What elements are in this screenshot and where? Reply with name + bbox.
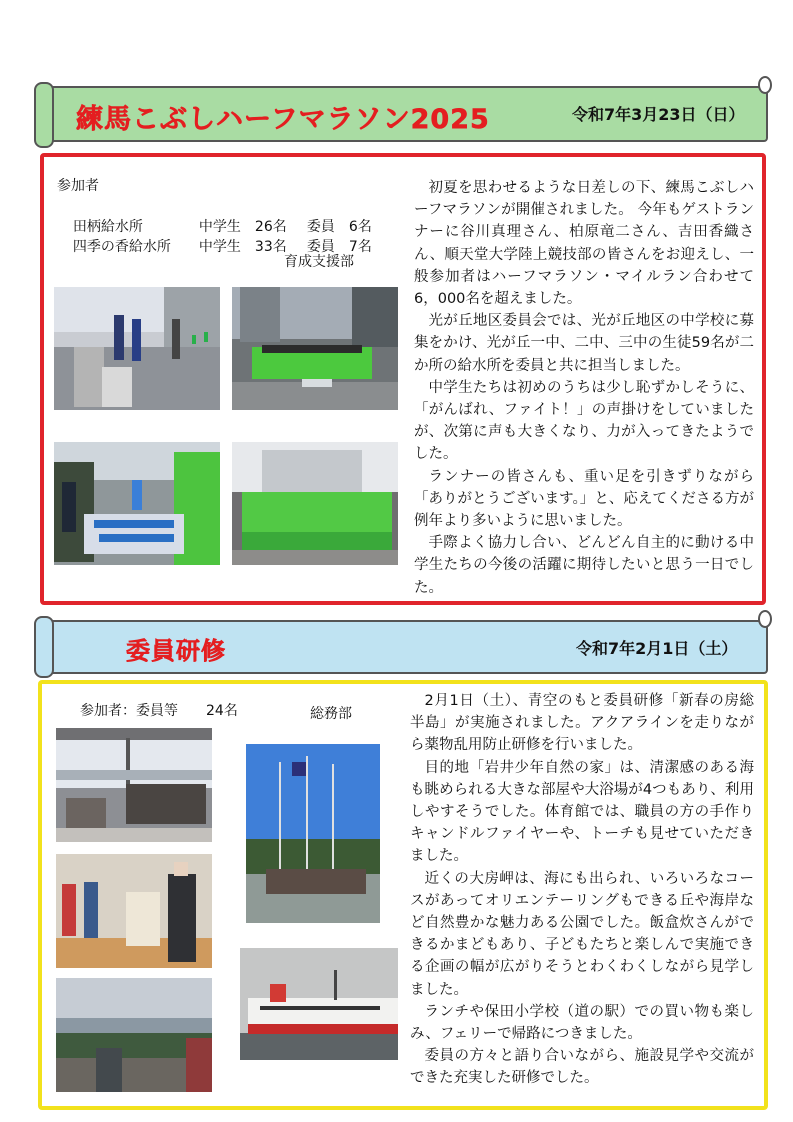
- banner-scroll-curl: [34, 82, 54, 148]
- member-count: 委員 7名: [306, 239, 372, 255]
- aid-station-name: 田柄給水所: [72, 219, 143, 235]
- marathon-paragraph: 中学生たちは初めのうちは少し恥ずかしそうに、「がんばれ、ファイト！」の声掛けをしていましたが、次第に声も大きくなり、力が入ってきたようでした。: [414, 379, 754, 463]
- flag-pole-group-photo: [246, 744, 380, 923]
- training-paragraph: 委員の方々と語り合いながら、施設見学や交流ができた充実した研修でした。: [410, 1048, 754, 1087]
- marathon-author: 育成支援部: [284, 254, 354, 270]
- marathon-paragraph: 手際よく協力し合い、どんどん自主的に動ける中学生たちの今後の活躍に期待したいと思う一日でした。: [414, 535, 754, 596]
- marathon-title: 練馬こぶしハーフマラソン2025: [76, 104, 490, 135]
- marathon-paragraph: 初夏を思わせるような日差しの下、練馬こぶしハーフマラソンが開催されました。 今年もゲストランナーに谷川真理さん、柏原竜二さん、吉田香織さん、順天堂大学陸上競技部の皆さんをお迎えし、一般参加者はハーフマラソン・マイルラン合わせて6，000名を超えました。: [414, 180, 754, 308]
- member-count: 委員 6名: [306, 219, 372, 235]
- marathon-banner: [42, 86, 768, 142]
- training-participants: 参加者：委員等 24名: [80, 703, 238, 719]
- training-paragraph: ランチや保田小学校（道の駅）での買い物も楽しみ、フェリーで帰路につきました。: [410, 1003, 754, 1043]
- marathon-article-text: [414, 177, 754, 599]
- training-paragraph: 2月1日（土）、青空のもと委員研修「新春の房総半島」が実施されました。アクアラインを走りながら薬物乱用防止研修を行いました。: [410, 693, 754, 754]
- marathon-participants-heading: 参加者: [57, 178, 99, 194]
- ferry-photo: [240, 948, 398, 1060]
- training-paragraph: 近くの大房岬は、海にも出られ、いろいろなコースがあってオリエンテーリングもできる丘や海岸など自然豊かな魅力ある公園でした。飯盒炊さんができるかまどもあり、子どもたちと楽しんで実施できる企画の幅が広がりそうとわくわくしながら見学しました。: [410, 870, 754, 998]
- runners-on-course-photo: [54, 287, 220, 410]
- gym-candle-demo-photo: [56, 854, 212, 968]
- marathon-date: 令和7年3月23日（日）: [572, 105, 745, 124]
- banner-scroll-curl: [34, 616, 54, 678]
- training-article-text: [410, 690, 754, 1090]
- training-date: 令和7年2月1日（土）: [576, 639, 738, 658]
- training-banner: [42, 620, 768, 674]
- aid-station-name: 四季の香給水所: [72, 239, 171, 255]
- student-count: 中学生 33名: [198, 239, 287, 255]
- training-paragraph: 目的地「岩井少年自然の家」は、清潔感のある海も眺められる大きな部屋や大浴場が4つもあり、利用しやすそうでした。体育館では、職員の方の手作りキャンドルファイヤーや、トーチも見せていただきました。: [410, 759, 754, 865]
- coastal-view-photo: [56, 978, 212, 1092]
- training-author: 総務部: [310, 706, 352, 722]
- marathon-paragraph: 光が丘地区委員会では、光が丘地区の中学校に募集をかけ、光が丘一中、二中、三中の生徒59名が二か所の給水所を委員と共に担当しました。: [414, 313, 754, 374]
- students-group-building-photo: [232, 442, 398, 565]
- banner-scroll-end: [758, 610, 772, 628]
- lounge-ocean-view-photo: [56, 728, 212, 842]
- marathon-paragraph: ランナーの皆さんも、重い足を引きずりながら「ありがとうございます。」と、応えてくださる方が例年より多いように思いました。: [414, 468, 754, 530]
- water-cups-table-photo: [54, 442, 220, 565]
- training-title: 委員研修: [126, 637, 226, 665]
- banner-scroll-end: [758, 76, 772, 94]
- student-count: 中学生 26名: [198, 219, 287, 235]
- students-group-green-photo: [232, 287, 398, 410]
